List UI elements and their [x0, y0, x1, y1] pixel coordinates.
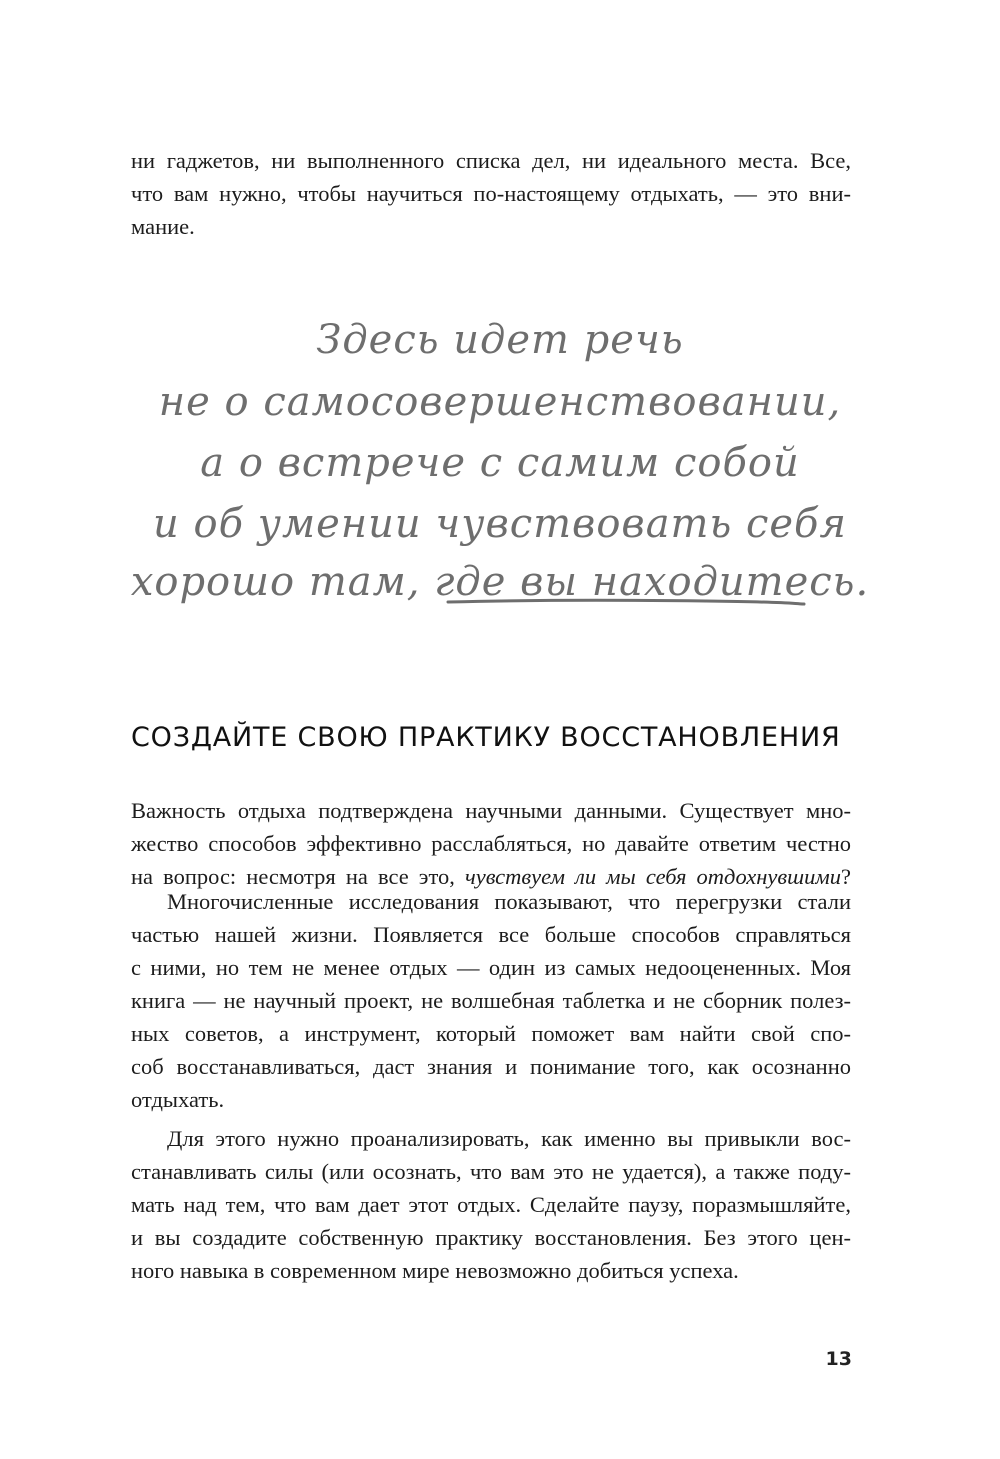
p3-line-3: мать над тем, что вам дает этот отдых. Сделайте паузу, поразмышляйте, [131, 1192, 851, 1217]
p2-line-1: Многочисленные исследования показывают, что перегрузки стали [167, 889, 851, 914]
p3-line-4: и вы создадите собственную практику восстановления. Без этого цен- [131, 1225, 851, 1250]
section-heading: СОЗДАЙТЕ СВОЮ ПРАКТИКУ ВОССТАНОВЛЕНИЯ [131, 722, 841, 753]
quote-line-2: не о самосовершенствовании, [158, 379, 842, 425]
p1-line-1: Важность отдыха подтверждена научными данными. Существует мно- [131, 798, 851, 823]
quote-line-1: Здесь идет речь [316, 317, 684, 363]
quote-line-5-underlined: где вы находитесь. [434, 559, 870, 605]
p1-line-3-italic: чувствуем ли мы себя отдохнувшими [464, 864, 841, 889]
intro-line-3: мание. [131, 214, 195, 239]
p2-line-6: соб восстанавливаться, даст знания и понимание того, как осознанно [131, 1054, 851, 1079]
quote-underline-stroke [446, 597, 806, 607]
p2-line-5: ных советов, а инструмент, который поможет вам найти свой спо- [131, 1021, 851, 1046]
p3-line-2: станавливать силы (или осознать, что вам это не удается), а также поду- [131, 1159, 851, 1184]
quote-line-5-plain: хорошо там, [130, 559, 435, 605]
quote-line-4: и об умении чувствовать себя [153, 501, 847, 547]
p1-line-3-plain: на вопрос: несмотря на все это, [131, 864, 465, 889]
p3-line-1: Для этого нужно проанализировать, как именно вы привыкли вос- [167, 1126, 851, 1151]
p1-line-2: жество способов эффективно расслабляться, но давайте ответим честно [131, 831, 851, 856]
page-number: 13 [825, 1348, 852, 1370]
intro-line-2: что вам нужно, чтобы научиться по-настоящему отдыхать, — это вни- [131, 181, 851, 206]
p2-line-4: книга — не научный проект, не волшебная таблетка и не сборник полез- [131, 988, 851, 1013]
p3-line-5: ного навыка в современном мире невозможно добиться успеха. [131, 1258, 739, 1283]
p2-line-3: с ними, но тем не менее отдых — один из самых недооцененных. Моя [131, 955, 851, 980]
p1-line-3-end: ? [841, 864, 851, 889]
quote-line-3: а о встрече с самим собой [200, 440, 800, 486]
intro-line-1: ни гаджетов, ни выполненного списка дел, ни идеального места. Все, [131, 148, 851, 173]
p2-line-7: отдыхать. [131, 1087, 225, 1112]
p2-line-2: частью нашей жизни. Появляется все больше способов справляться [131, 922, 851, 947]
